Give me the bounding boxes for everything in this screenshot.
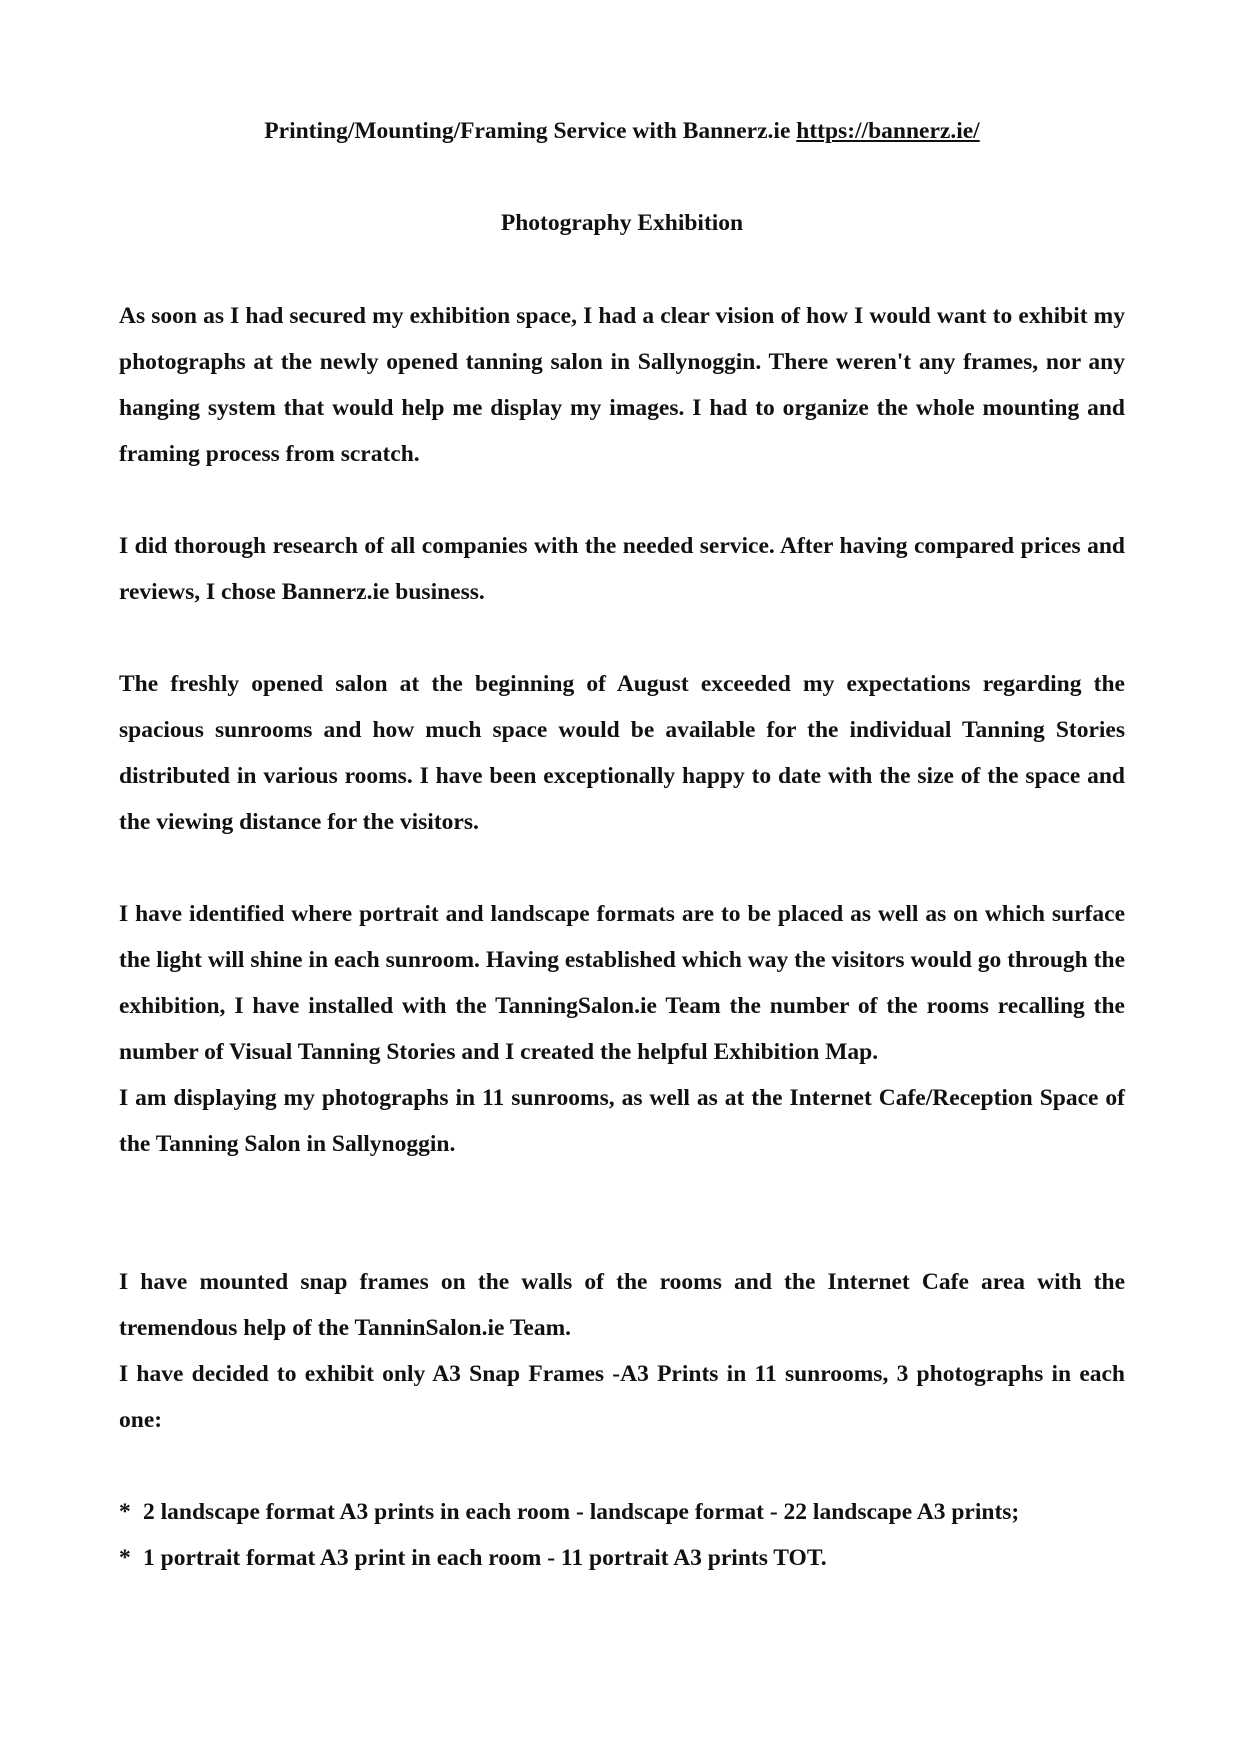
- exhibition-title: Photography Exhibition: [500, 210, 744, 236]
- paragraph-a3-frames: I have decided to exhibit only A3 Snap Frames -A3 Prints in 11 sunrooms, 3 photographs in each one:: [119, 1361, 1125, 1433]
- list-item-text: 1 portrait format A3 print in each room - 11 portrait A3 prints TOT.: [143, 1545, 827, 1571]
- bullet-star: *: [119, 1499, 131, 1525]
- paragraph-mounting-block: [119, 1259, 1125, 1443]
- service-heading: [0, 116, 1244, 146]
- paragraph-research: I did thorough research of all companies with the needed service. After having compared prices and reviews, I chose Bannerz.ie business.: [119, 533, 1125, 605]
- print-format-list: [119, 1489, 1125, 1581]
- bullet-star: *: [119, 1545, 131, 1571]
- paragraph-placement: I have identified where portrait and landscape formats are to be placed as well as on which surface the light will shine in each sunroom. Having established which way the visitors would go through the exhibition, I have installed with the TanningSalon.ie Team the number of the rooms recalling the number of Visual Tanning Stories and I created the helpful Exhibition Map.: [119, 901, 1125, 1065]
- list-item-text: 2 landscape format A3 prints in each room - landscape format - 22 landscape A3 prints;: [143, 1499, 1020, 1525]
- list-item: [119, 1489, 1125, 1535]
- paragraph-sunrooms: I am displaying my photographs in 11 sunrooms, as well as at the Internet Cafe/Reception Space of the Tanning Salon in Sallynoggin.: [119, 1085, 1125, 1157]
- bannerz-link[interactable]: https://bannerz.ie/: [796, 118, 980, 144]
- paragraph-placement-block: [119, 891, 1125, 1167]
- list-item: [119, 1535, 1125, 1581]
- service-heading-text: Printing/Mounting/Framing Service with Bannerz.ie: [264, 118, 791, 144]
- paragraph-mounting: I have mounted snap frames on the walls of the rooms and the Internet Cafe area with the tremendous help of the TanninSalon.ie Team.: [119, 1269, 1125, 1341]
- paragraph-salon-space: The freshly opened salon at the beginning of August exceeded my expectations regarding the spacious sunrooms and how much space would be available for the individual Tanning Stories distributed in various rooms. I have been exceptionally happy to date with the size of the space and the viewing distance for the visitors.: [119, 671, 1125, 835]
- paragraph-exhibition-vision: As soon as I had secured my exhibition space, I had a clear vision of how I would want to exhibit my photographs at the newly opened tanning salon in Sallynoggin. There weren't any frames, nor any hanging system that would help me display my images. I had to organize the whole mounting and framing process from scratch.: [119, 303, 1125, 467]
